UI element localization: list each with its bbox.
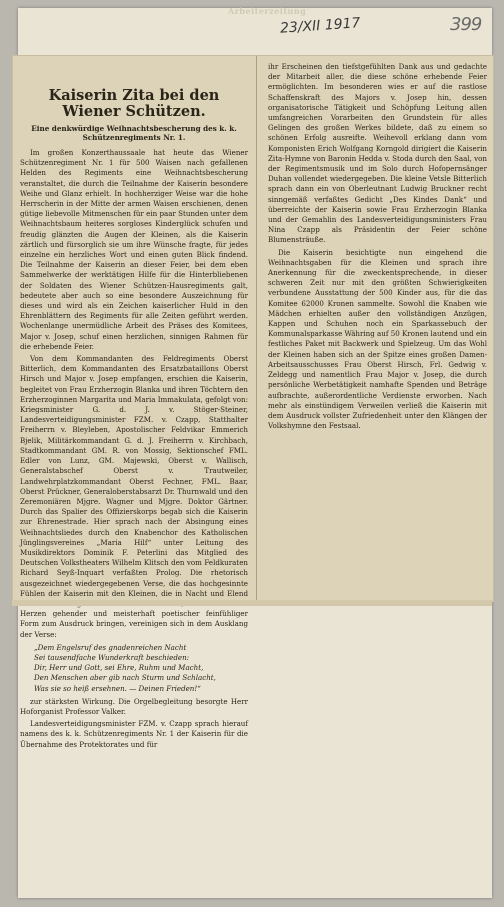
verse-line: Dir, Herr und Gott, sei Ehre, Ruhm und Macht, [34,663,204,673]
article-paragraph: zur stärksten Wirkung. Die Orgelbegleitung besorgte Herr Hoforganist Professor Valker. [20,696,248,716]
newspaper-clipping [12,55,494,749]
newspaper-masthead: Arbeiterzeitung [228,6,307,16]
left-column [16,56,252,749]
verse-line: „Dem Engelsruf des gnadenreichen Nacht [34,642,187,652]
article-paragraph: Im großen Konzerthaussaale hat heute das Wiener Schützenregiment Nr. 1 für 500 Waisen nach gefallenen Helden des Regiments eine Weihnachtsbescherung veranstaltet, die durch die Teilnahme der Kaiserin besondere Weihe und Glanz erhielt. In hochherziger Weise war die hohe Herrscherin in der Mitte der armen Waisen erschienen, denen gütige liebevolle Mitmenschen für ein paar Stunden unter dem Weihnachtsbaum heiteres sorgloses Kinderglück schufen und freudig glänzten die Augen der Kleinen, als die Kaiserin zärtlich und fürsorglich sie um ihre Wünsche fragte, für jedes einzelne ein herzliches Wort und einen guten Blick findend. Die Teilnahme der Kaiserin an dieser Feier, bei dem eben Sammelwerke der werktätigen Hilfe für die Hinterbliebenen der Soldaten des Wiener Schützen-Hausregiments galt, bedeutete aber auch so eine besondere Auszeichnung für dieses und wird als ein Zeichen kaiserlicher Huld in den Ehrenblättern des Regiments für alle Zeiten geführt werden. Wochenlange unermüdliche Arbeit des Präses des Komitees, Major v. Josep, schuf einen herzlichen, sinnigen Rahmen für die erhebende Feier. [20,148,248,351]
column-divider [256,56,257,601]
article-paragraph: Landesverteidigungsminister FZM. v. Czapp sprach hierauf namens des k. k. Schützenregiments Nr. 1 der Kaiserin für die Übernahme des Protektorates und für [20,719,248,749]
clipping-bottom-edge [12,600,492,606]
verse-line: Sei tausendfache Wunderkraft beschieden: [34,652,190,662]
article-paragraph: ihr Erscheinen den tiefstgefühlten Dank aus und gedachte der Mitarbeit aller, die diese schöne erhebende Feier ermöglichten. Im besonderen wies er auf die rastlose Schaffenskraft des Majors v. Josep hin, dessen organisatorische Tätigkeit und Schöpfung Leitung allen umfangreichen Vorarbeiten den Grundstein für alles Gelingen des großen Werkes bildete, daß zu einem so schönen Erfolg ausreifte. Weihevoll erklang dann vom Komponisten Erich Wolfgang Korngold dirigiert die Kaiserin Zita-Hymne von Baronin Hedda v. Stoda durch den Saal, von der Regimentsmusik und im Solo durch Hofopernsänger Duhan vollendet wiedergegeben. Die kleine Vetsle Bitterlich sprach dann ein von Oberleutnant Ludwig Bruckner recht sinngemäß verfaßtes Gedicht „Des Kindes Dank“ und überreichte der Kaiserin sowie Frau Erzherzogin Blanka und der Gemahlin des Landesverteidigungsministers Frau Nina Czapp als Präsidentin der Feier schöne Blumensträuße. [268,62,487,245]
article-paragraph: Von dem Kommandanten des Feldregiments Oberst Bitterlich, dem Kommandanten des Ersatzbataillons Oberst Hirsch und Major v. Josep empfangen, erschien die Kaiserin, begleitet von Frau Erzherzogin Blanka und ihren Töchtern den Erzherzoginnen Margarita und Maria Immakulata, gefolgt von: Kriegsminister G. d. J. v. Stöger-Steiner, Landesverteidigungsminister FZM. v. Czapp, Statthalter Freiherrn v. Bleyleben, Apostolischer Feldvikar Emmerich Bjelik, Militärkommandant G. d. J. Freiherrn v. Kirchbach, Stadtkommandant GM. R. von Mossig, Sektionschef FML. Edler von Lunz, GM. Majewski, Oberst v. Wallisch, Generalstabschef Oberst v. Trautweiler, Landwehrplatzkommandant Oberst Fechner, FML. Baar, Oberst Prückner, Generaloberstabsarzt Dr. Thurnwald und den Zeremoniären Mjgre. Wagner und Mjgre. Doktor Gärtner. Durch das Spalier des Offizierskorps begab sich die Kaiserin zur Ehrenestrade. Hier sprach nach der Absingung eines Weihnachtsliedes durch den Knabenchor des Katholischen Jünglingsvereines „Maria Hilf“ unter Leitung des Musikdirektors Dominik F. Peterlini das Mitglied des Deutschen Volkstheaters Wilhelm Klitsch den vom Feldkuraten Richard Seyß-Inquart verfaßten Prolog. Die rhetorisch ausgezeichnet wiedergegebenen Verse, die das hochgesinnte Fühlen der Kaiserin mit den Kleinen, die in Nacht und Elend Herzen gehender und meisterhaft poetischer feinfühliger Form zum Ausdruck bringen, vereinigen sich in dem Ausklang der Verse: [20,354,248,639]
verse-line: Was sie so heiß ersehnen. — Deinen Frieden!“ [34,683,201,693]
verse-line: Den Menschen aber gib nach Sturm und Schlacht, [34,673,216,683]
article-paragraph: Die Kaiserin besichtigte nun eingehend die Weihnachtsgaben für die Kleinen und sprach ihre Anerkennung für die zweckentsprechende, in dieser schweren Zeit nur mit den größten Schwierigkeiten verbundene Ausstattung der 500 Kinder aus, für die das Komitee 62000 Kronen sammelte. Sowohl die Knaben wie Mädchen erhielten außer den vollständigen Anzügen, Kappen und Schuhen noch ein Sparkassebuch der Kommunalsparkasse Währing auf 50 Kronen lautend und ein festliches Paket mit Backwerk und Spielzeug. Um das Wohl der Kleinen haben sich an der Spitze eines großen Damen-Arbeitsausschusses Frau Oberst Hirsch, Frl. Gedwig v. Zeldegg und namentlich Frau Major v. Josep, die durch persönliche Werbetätigkeit namhafte Spenden und Beträge aufbrachte, außerordentliche Verdienste erworben. Nach mehr als einstündigem Verweilen verließ die Kaiserin mit dem Ausdruck vollster Zufriedenheit unter den Klängen der Volkshymne den Festsaal. [268,247,487,431]
handwritten-date: 23/XII 1917 [279,15,361,37]
right-column [262,56,491,431]
article-headline: Kaiserin Zita bei den Wiener Schützen. [48,87,220,120]
article-subhead: Eine denkwürdige Weihnachtsbescherung des k. k. Schützenregiments Nr. 1. [31,124,237,142]
prolog-verse [34,643,234,694]
page-number: 399 [450,14,482,35]
